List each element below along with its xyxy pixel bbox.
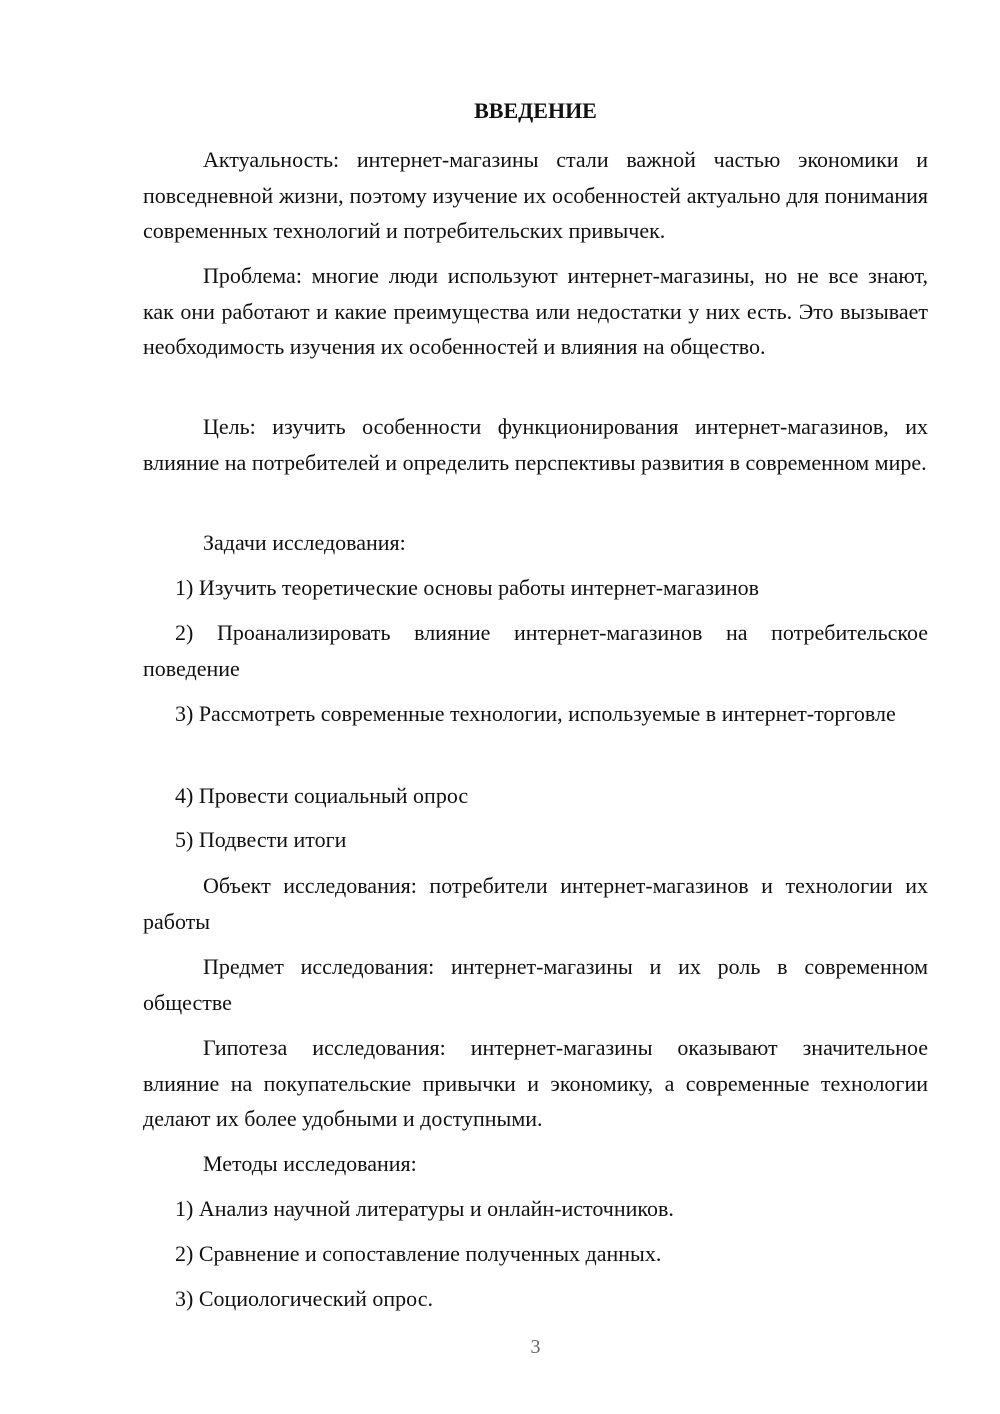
method-item-3: 3) Социологический опрос. — [175, 1286, 433, 1311]
task-item-3: 3) Рассмотреть современные технологии, используемые в интернет-торговле — [175, 701, 896, 726]
paragraph-subject: Предмет исследования: интернет-магазины и их роль в современном обществе — [143, 954, 928, 1015]
paragraph-methods-heading: Методы исследования: — [203, 1151, 417, 1176]
task-item-4: 4) Провести социальный опрос — [175, 783, 469, 808]
paragraph-hypothesis: Гипотеза исследования: интернет-магазины оказывают значительное влияние на покупательские привычки и экономику, а современные технологии делают их более удобными и доступными. — [143, 1035, 928, 1131]
section-title: ВВЕДЕНИЕ — [474, 98, 597, 123]
paragraph-relevance: Актуальность: интернет-магазины стали важной частью экономики и повседневной жизни, поэтому изучение их особенностей актуально для понимания современных технологий и потребительских привычек. — [143, 147, 928, 243]
paragraph-problem: Проблема: многие люди используют интернет-магазины, но не все знают, как они работают и какие преимущества или недостатки у них есть. Это вызывает необходимость изучения их особенностей и влияния на общество. — [143, 263, 928, 359]
method-item-1: 1) Анализ научной литературы и онлайн-источников. — [175, 1196, 674, 1221]
task-item-2: 2) Проанализировать влияние интернет-магазинов на потребительское поведение — [143, 620, 928, 681]
paragraph-object: Объект исследования: потребители интернет-магазинов и технологии их работы — [143, 873, 928, 934]
task-item-5: 5) Подвести итоги — [175, 827, 347, 852]
paragraph-goal: Цель: изучить особенности функционирования интернет-магазинов, их влияние на потребителей и определить перспективы развития в современном мире. — [143, 414, 928, 475]
method-item-2: 2) Сравнение и сопоставление полученных данных. — [175, 1241, 662, 1266]
paragraph-tasks-heading: Задачи исследования: — [203, 530, 406, 555]
task-item-1: 1) Изучить теоретические основы работы интернет-магазинов — [175, 575, 759, 600]
page-number: 3 — [530, 1336, 541, 1358]
